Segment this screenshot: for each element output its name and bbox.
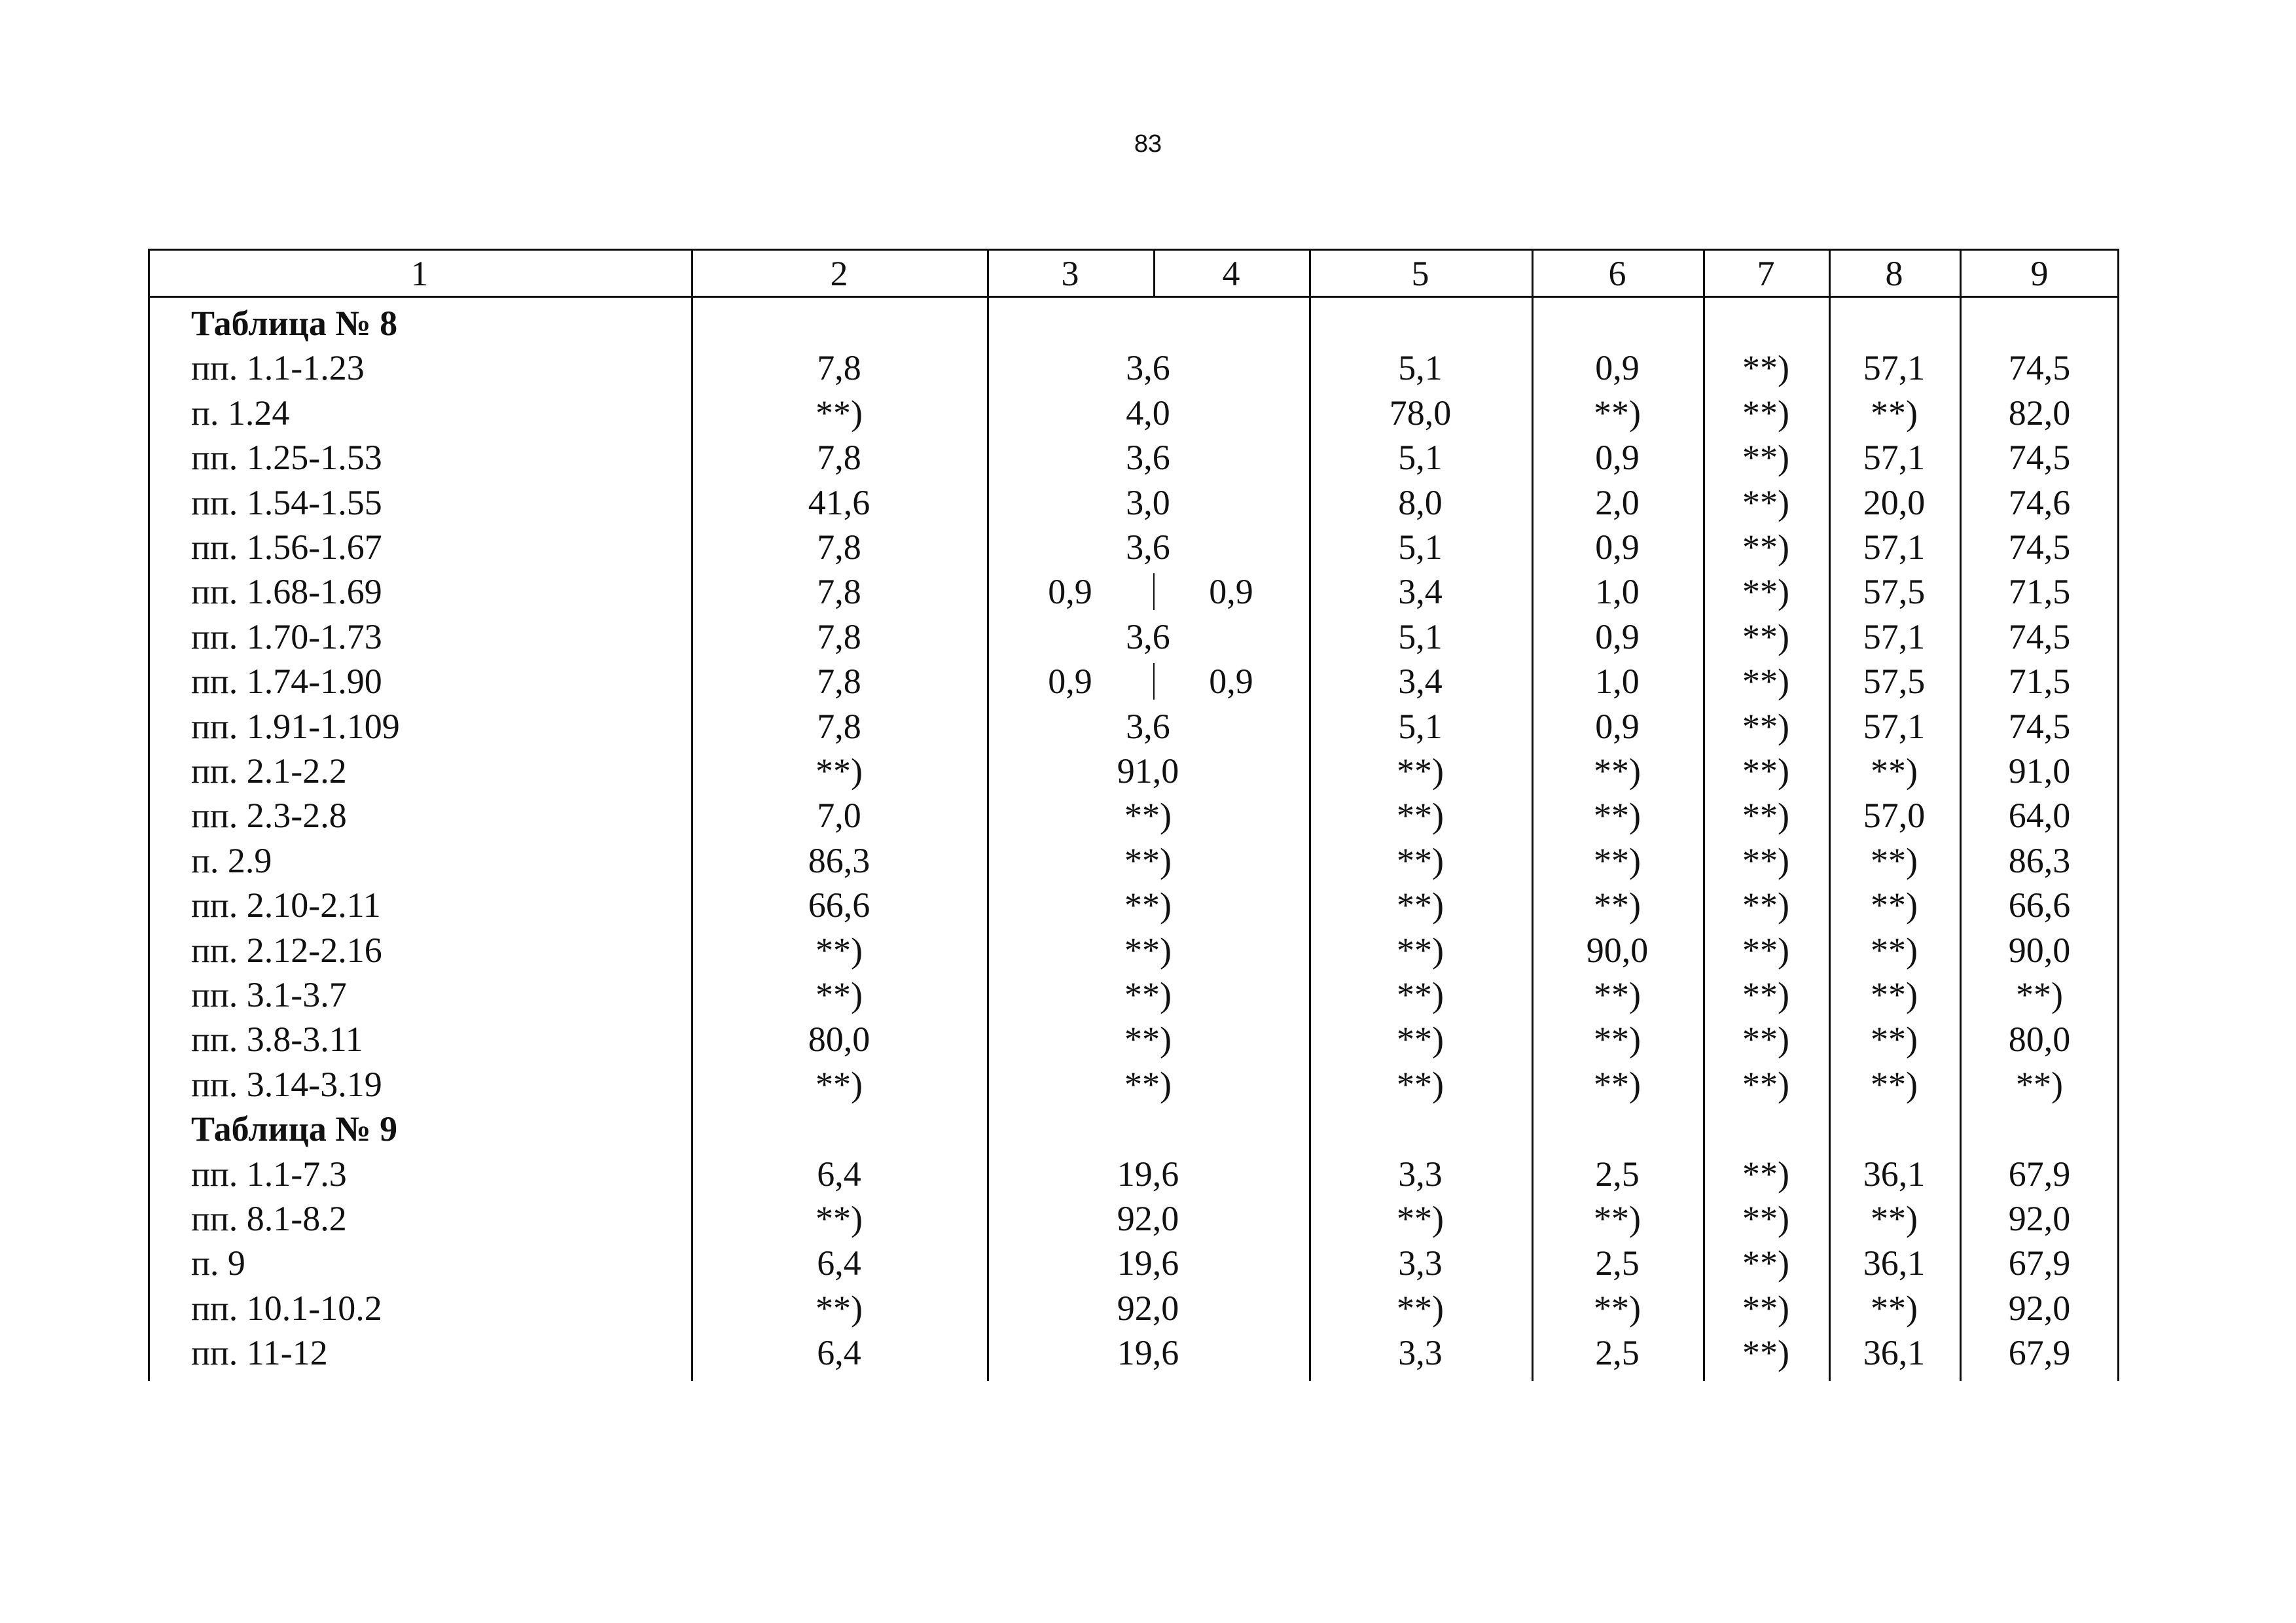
cell-col-3-4: 3,6: [1126, 348, 1170, 388]
row-label: пп. 3.8-3.11: [191, 1020, 363, 1060]
header-cell-8: 8: [1885, 254, 1903, 293]
cell-col-8: 57,5: [1863, 662, 1926, 702]
data-table: [148, 249, 2119, 1373]
row-label: п. 1.24: [191, 393, 290, 433]
cell-col-2: 6,4: [817, 1333, 861, 1373]
cell-col-9: 66,6: [2008, 885, 2071, 925]
cell-col-7: **): [1742, 1288, 1789, 1328]
cell-col-7: **): [1742, 930, 1789, 970]
header-cell-4: 4: [1222, 254, 1240, 293]
cell-col-6: **): [1594, 840, 1641, 880]
cell-col-3-4: **): [1124, 975, 1172, 1014]
cell-col-6: 90,0: [1586, 930, 1649, 970]
cell-col-3-4: 3,6: [1126, 706, 1170, 746]
row-label: пп. 8.1-8.2: [191, 1199, 347, 1238]
row-label: пп. 1.91-1.109: [191, 706, 400, 746]
cell-col-8: 57,1: [1863, 616, 1926, 656]
cell-col-3-4: 19,6: [1117, 1154, 1179, 1194]
cell-col-2: 7,8: [817, 527, 861, 567]
cell-col-2: 7,8: [817, 572, 861, 612]
cell-col-2: 7,8: [817, 616, 861, 656]
cell-col-7: **): [1742, 616, 1789, 656]
cell-col-5: **): [1397, 1020, 1444, 1060]
cell-col-8: 57,1: [1863, 348, 1926, 388]
cell-col-6: 2,0: [1595, 482, 1640, 522]
cell-col-2: **): [816, 751, 863, 791]
cell-col-5: **): [1397, 796, 1444, 836]
cell-col-2: **): [816, 1064, 863, 1104]
cell-col-9: 82,0: [2008, 393, 2071, 433]
cell-col-5: **): [1397, 1064, 1444, 1104]
cell-col-7: **): [1742, 840, 1789, 880]
cell-col-9: 86,3: [2008, 840, 2071, 880]
cell-col-3-4: 92,0: [1117, 1199, 1179, 1238]
cell-col-5: 3,3: [1398, 1333, 1443, 1373]
cell-col-8: 57,5: [1863, 572, 1926, 612]
cell-col-9: 74,5: [2008, 348, 2071, 388]
cell-col-3-4: **): [1124, 796, 1172, 836]
row-label: пп. 1.68-1.69: [191, 572, 382, 612]
row-label: пп. 10.1-10.2: [191, 1288, 382, 1328]
cell-col-3-4: **): [1124, 930, 1172, 970]
cell-col-2: 7,8: [817, 348, 861, 388]
row-label: пп. 2.12-2.16: [191, 930, 382, 970]
cell-col-8: **): [1871, 840, 1918, 880]
cell-col-6: **): [1594, 751, 1641, 791]
cell-col-6: **): [1594, 1288, 1641, 1328]
cell-col-2: 7,8: [817, 706, 861, 746]
cell-col-8: **): [1871, 1020, 1918, 1060]
cell-col-7: **): [1742, 662, 1789, 702]
row-label: пп. 2.10-2.11: [191, 885, 381, 925]
row-label: пп. 1.70-1.73: [191, 616, 382, 656]
cell-col-8: **): [1871, 393, 1918, 433]
header-cell-1: 1: [410, 254, 429, 293]
cell-col-3-4: **): [1124, 885, 1172, 925]
cell-col-8: 57,0: [1863, 796, 1926, 836]
row-label: пп. 3.14-3.19: [191, 1064, 382, 1104]
cell-col-3-4: **): [1124, 840, 1172, 880]
cell-col-5: 3,4: [1398, 572, 1443, 612]
cell-col-2: 7,8: [817, 438, 861, 478]
cell-col-9: 74,5: [2008, 706, 2071, 746]
cell-col-6: 0,9: [1595, 348, 1640, 388]
cell-col-2: 6,4: [817, 1154, 861, 1194]
cell-col-6: **): [1594, 393, 1641, 433]
cell-col-5: 3,4: [1398, 662, 1443, 702]
cell-col-9: 74,6: [2008, 482, 2071, 522]
cell-col-3: 0,9: [1048, 572, 1092, 612]
cell-col-9: 67,9: [2008, 1333, 2071, 1373]
cell-col-5: **): [1397, 885, 1444, 925]
row-label: пп. 3.1-3.7: [191, 975, 347, 1014]
cell-col-4: 0,9: [1209, 572, 1253, 612]
row-label: п. 2.9: [191, 840, 272, 880]
header-cell-6: 6: [1608, 254, 1626, 293]
cell-col-6: 0,9: [1595, 438, 1640, 478]
row-label: пп. 1.1-7.3: [191, 1154, 347, 1194]
cell-col-5: 3,3: [1398, 1154, 1443, 1194]
cell-col-9: 64,0: [2008, 796, 2071, 836]
header-cell-5: 5: [1411, 254, 1429, 293]
cell-col-2: 7,8: [817, 662, 861, 702]
cell-col-8: 20,0: [1863, 482, 1926, 522]
cell-col-5: **): [1397, 840, 1444, 880]
header-cell-2: 2: [830, 254, 848, 293]
cell-col-7: **): [1742, 751, 1789, 791]
cell-col-5: 78,0: [1389, 393, 1452, 433]
cell-col-6: **): [1594, 885, 1641, 925]
cell-col-5: 5,1: [1398, 438, 1443, 478]
cell-col-9: 80,0: [2008, 1020, 2071, 1060]
row-label: пп. 2.3-2.8: [191, 796, 347, 836]
cell-col-8: 57,1: [1863, 527, 1926, 567]
row-label: пп. 1.56-1.67: [191, 527, 382, 567]
cell-col-3-4: 19,6: [1117, 1243, 1179, 1283]
cell-col-6: 0,9: [1595, 706, 1640, 746]
row-label: пп. 1.1-1.23: [191, 348, 365, 388]
cell-col-8: 36,1: [1863, 1333, 1926, 1373]
cell-col-2: 66,6: [808, 885, 870, 925]
row-label: п. 9: [191, 1243, 245, 1283]
table-top-border: [148, 249, 2119, 251]
cell-col-8: **): [1871, 1199, 1918, 1238]
cell-col-7: **): [1742, 1199, 1789, 1238]
section-heading: Таблица № 8: [191, 304, 398, 343]
cell-col-7: **): [1742, 975, 1789, 1014]
cell-col-6: 1,0: [1595, 662, 1640, 702]
cell-col-5: 5,1: [1398, 527, 1443, 567]
header-cell-9: 9: [2030, 254, 2049, 293]
row-label: пп. 11-12: [191, 1333, 328, 1373]
cell-col-3-4: 91,0: [1117, 751, 1179, 791]
cell-col-7: **): [1742, 482, 1789, 522]
cell-col-9: 67,9: [2008, 1243, 2071, 1283]
cell-col-8: 36,1: [1863, 1154, 1926, 1194]
cell-col-5: 5,1: [1398, 616, 1443, 656]
cell-col-5: **): [1397, 751, 1444, 791]
cell-col-9: 92,0: [2008, 1199, 2071, 1238]
cell-col-2: 7,0: [817, 796, 861, 836]
cell-col-8: 57,1: [1863, 438, 1926, 478]
row-label: пп. 1.74-1.90: [191, 662, 382, 702]
cell-col-5: **): [1397, 1288, 1444, 1328]
cell-col-6: 1,0: [1595, 572, 1640, 612]
cell-col-3-4: 3,6: [1126, 527, 1170, 567]
cell-col-8: **): [1871, 1064, 1918, 1104]
cell-col-7: **): [1742, 1154, 1789, 1194]
header-bottom-border: [148, 296, 2119, 298]
cell-col-9: 67,9: [2008, 1154, 2071, 1194]
cell-col-8: **): [1871, 930, 1918, 970]
cell-col-5: **): [1397, 1199, 1444, 1238]
cell-col-6: **): [1594, 1199, 1641, 1238]
cell-col-2: **): [816, 975, 863, 1014]
cell-col-2: 6,4: [817, 1243, 861, 1283]
cell-col-8: **): [1871, 1288, 1918, 1328]
cell-col-6: 2,5: [1595, 1243, 1640, 1283]
cell-col-7: **): [1742, 1064, 1789, 1104]
cell-col-9: **): [2016, 1064, 2063, 1104]
row-label: пп. 1.25-1.53: [191, 438, 382, 478]
cell-col-3: 0,9: [1048, 662, 1092, 702]
cell-col-9: **): [2016, 975, 2063, 1014]
cell-col-9: 92,0: [2008, 1288, 2071, 1328]
cell-col-2: **): [816, 393, 863, 433]
cell-col-7: **): [1742, 393, 1789, 433]
cell-col-8: **): [1871, 751, 1918, 791]
cell-col-2: **): [816, 930, 863, 970]
cell-col-8: **): [1871, 975, 1918, 1014]
cell-col-3-4: **): [1124, 1020, 1172, 1060]
cell-col-7: **): [1742, 706, 1789, 746]
cell-col-2: **): [816, 1288, 863, 1328]
cell-col-2: 80,0: [808, 1020, 870, 1060]
cell-col-9: 74,5: [2008, 616, 2071, 656]
cell-col-6: **): [1594, 1020, 1641, 1060]
cell-col-6: 0,9: [1595, 616, 1640, 656]
cell-col-4: 0,9: [1209, 662, 1253, 702]
cell-col-3-4: 4,0: [1126, 393, 1170, 433]
cell-col-7: **): [1742, 1243, 1789, 1283]
cell-col-7: **): [1742, 348, 1789, 388]
cell-col-5: **): [1397, 975, 1444, 1014]
cell-col-7: **): [1742, 796, 1789, 836]
cell-col-5: **): [1397, 930, 1444, 970]
split-cell-divider: [1153, 573, 1155, 610]
cell-col-8: **): [1871, 885, 1918, 925]
cell-col-6: 2,5: [1595, 1333, 1640, 1373]
cell-col-8: 57,1: [1863, 706, 1926, 746]
split-cell-divider: [1153, 663, 1155, 700]
cell-col-5: 8,0: [1398, 482, 1443, 522]
cell-col-3-4: 19,6: [1117, 1333, 1179, 1373]
cell-col-3-4: 92,0: [1117, 1288, 1179, 1328]
cell-col-7: **): [1742, 572, 1789, 612]
cell-col-7: **): [1742, 885, 1789, 925]
page-number: 83: [1134, 130, 1162, 158]
cell-col-9: 91,0: [2008, 751, 2071, 791]
cell-col-6: 2,5: [1595, 1154, 1640, 1194]
cell-col-2: 41,6: [808, 482, 870, 522]
cell-col-9: 71,5: [2008, 662, 2071, 702]
cell-col-2: **): [816, 1199, 863, 1238]
header-cell-7: 7: [1757, 254, 1775, 293]
cell-col-3-4: 3,0: [1126, 482, 1170, 522]
section-heading: Таблица № 9: [191, 1109, 398, 1149]
cell-col-5: 5,1: [1398, 348, 1443, 388]
cell-col-3-4: 3,6: [1126, 616, 1170, 656]
cell-col-7: **): [1742, 527, 1789, 567]
cell-col-7: **): [1742, 1333, 1789, 1373]
cell-col-5: 3,3: [1398, 1243, 1443, 1283]
cell-col-3-4: **): [1124, 1064, 1172, 1104]
cell-col-9: 74,5: [2008, 527, 2071, 567]
cell-col-6: 0,9: [1595, 527, 1640, 567]
row-label: пп. 1.54-1.55: [191, 482, 382, 522]
cell-col-9: 74,5: [2008, 438, 2071, 478]
cell-col-6: **): [1594, 975, 1641, 1014]
cell-col-8: 36,1: [1863, 1243, 1926, 1283]
cell-col-9: 71,5: [2008, 572, 2071, 612]
cell-col-7: **): [1742, 438, 1789, 478]
row-label: пп. 2.1-2.2: [191, 751, 347, 791]
cell-col-6: **): [1594, 796, 1641, 836]
cell-col-9: 90,0: [2008, 930, 2071, 970]
cell-col-7: **): [1742, 1020, 1789, 1060]
cell-col-3-4: 3,6: [1126, 438, 1170, 478]
cell-col-5: 5,1: [1398, 706, 1443, 746]
cell-col-2: 86,3: [808, 840, 870, 880]
cell-col-6: **): [1594, 1064, 1641, 1104]
header-cell-3: 3: [1061, 254, 1079, 293]
